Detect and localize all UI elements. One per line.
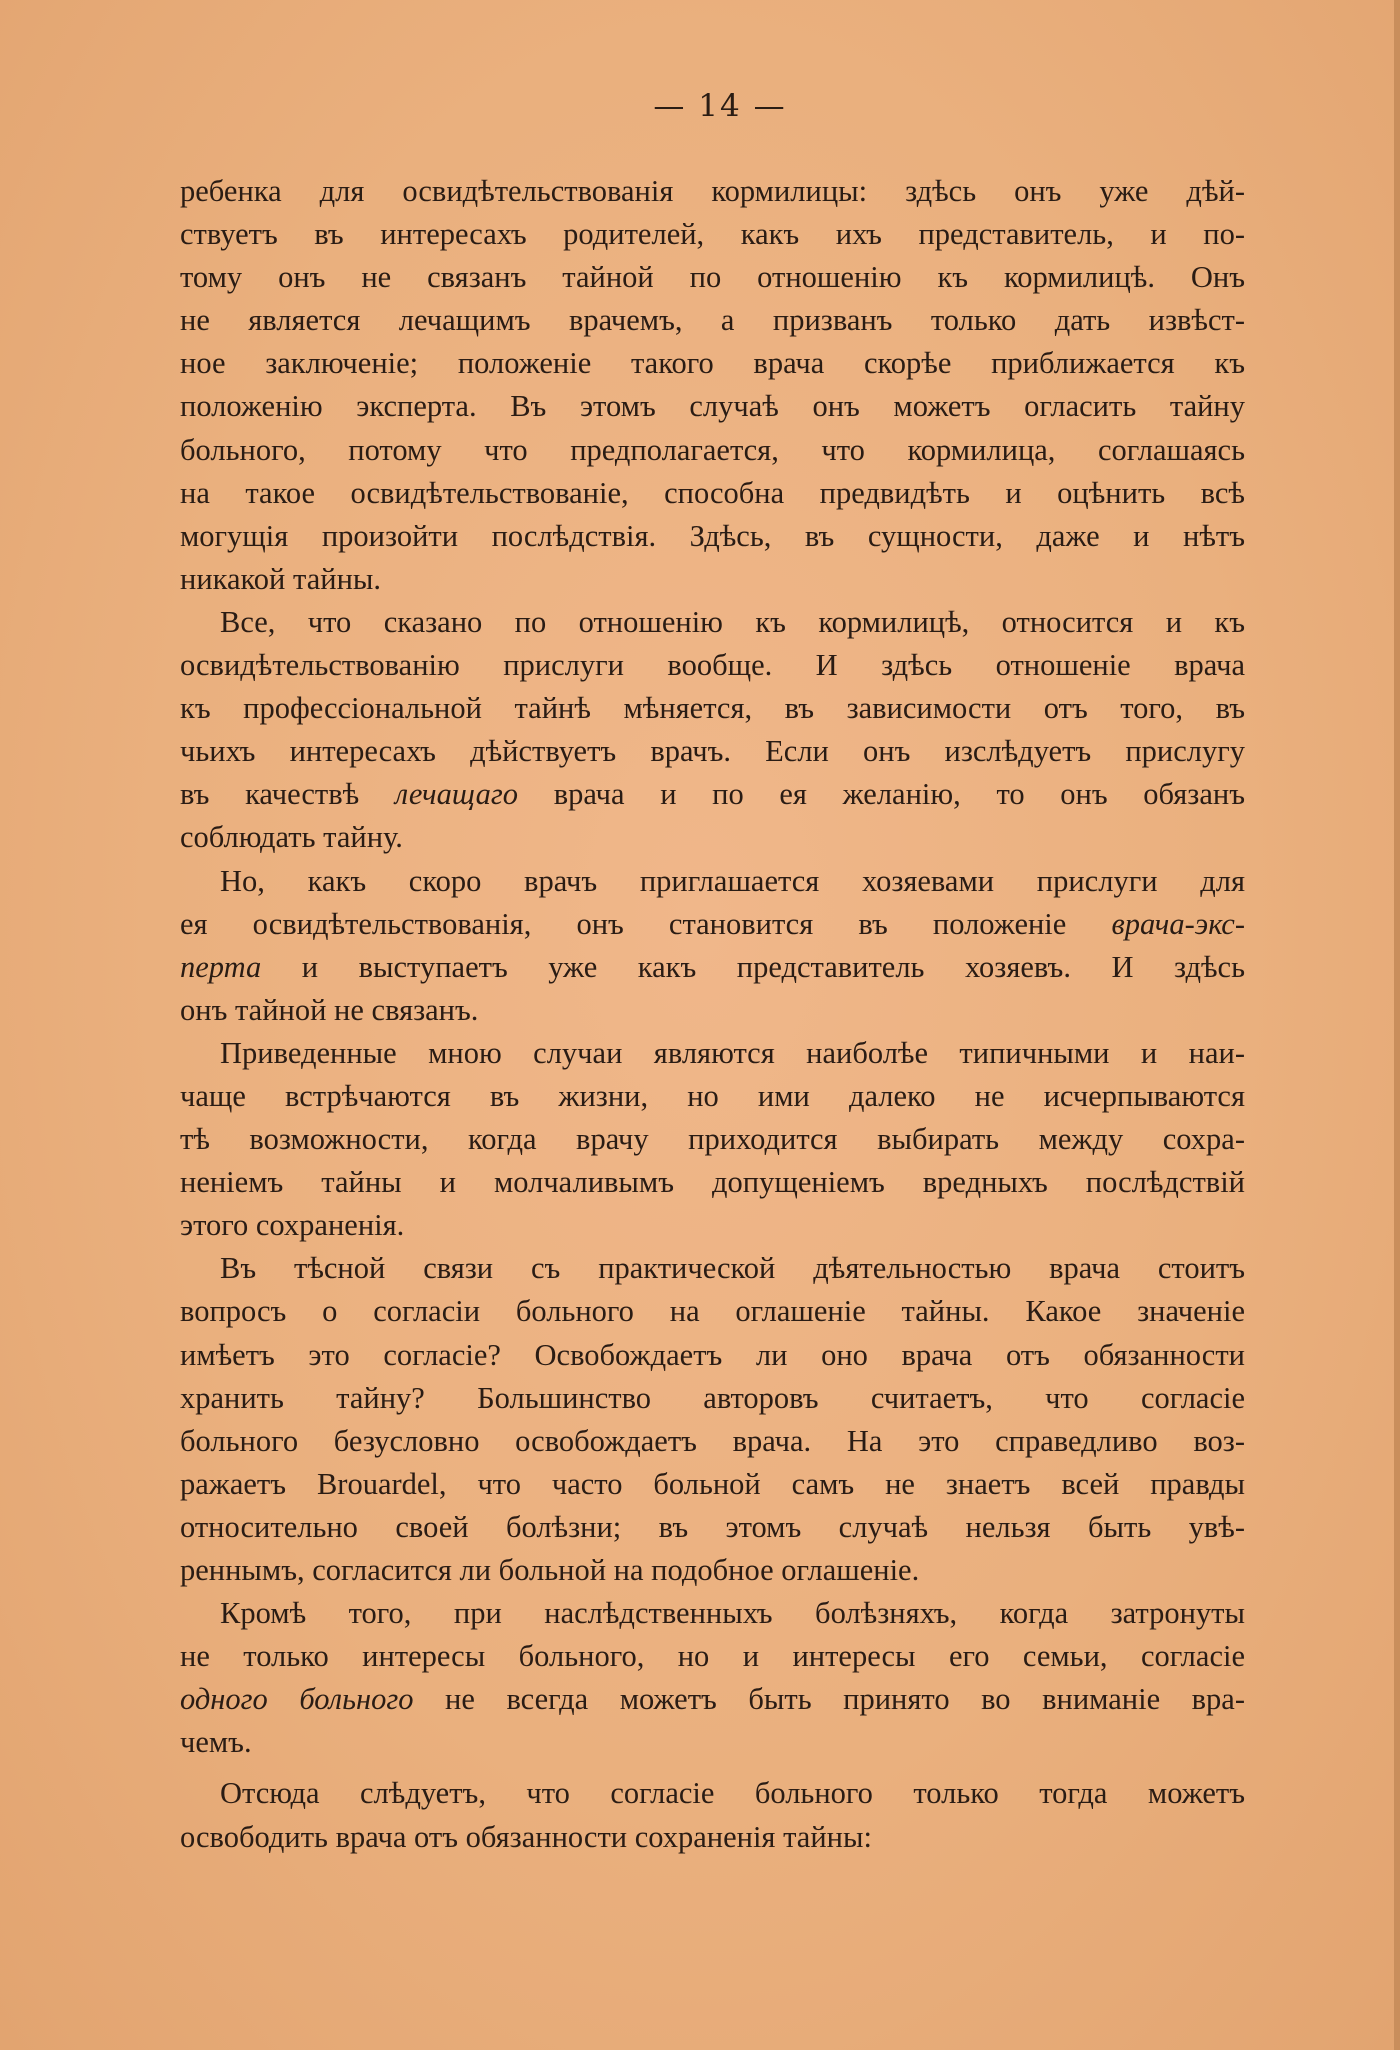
text-line: вопросъ о согласіи больного на оглашеніе тайны. Какое значеніе: [180, 1294, 1245, 1329]
text-line: [180, 946, 1245, 989]
text-line: могущія произойти послѣдствія. Здѣсь, въ сущности, даже и нѣтъ: [180, 518, 1245, 553]
text-line: относительно своей болѣзни; въ этомъ случаѣ нельзя быть увѣ-: [180, 1509, 1245, 1544]
italic-term: лечащаго: [394, 777, 519, 812]
text-line: Кромѣ того, при наслѣдственныхъ болѣзняхъ, когда затронуты: [220, 1596, 1245, 1631]
text-line: освободить врача отъ обязанности сохраненія тайны:: [180, 1819, 872, 1854]
text-line: тѣ возможности, когда врачу приходится выбирать между сохра-: [180, 1122, 1245, 1157]
page-number: — 14 —: [653, 88, 787, 124]
text-line: ребенка для освидѣтельствованія кормилицы: здѣсь онъ уже дѣй-: [180, 174, 1245, 208]
italic-term: врача-экс-: [1111, 906, 1245, 941]
text-line: освидѣтельствованію прислуги вообще. И здѣсь отношеніе врача: [180, 648, 1245, 683]
text-segment: не всегда можетъ быть принято во вниманіе вра-: [413, 1682, 1245, 1717]
text-line: Отсюда слѣдуетъ, что согласіе больного только тогда можетъ: [220, 1776, 1245, 1811]
text-line: не является лечащимъ врачемъ, а призванъ только дать извѣст-: [180, 303, 1245, 338]
paragraph-2: [180, 601, 1245, 860]
page-edge: [1394, 0, 1400, 2050]
text-line: имѣетъ это согласіе? Освобождаетъ ли оно врача отъ обязанности: [180, 1337, 1245, 1372]
text-line: положенію эксперта. Въ этомъ случаѣ онъ можетъ огласить тайну: [180, 389, 1245, 424]
text-line: чаще встрѣчаются въ жизни, но ими далеко не исчерпываются: [180, 1078, 1245, 1113]
text-segment: врача и по ея желанію, то онъ обязанъ: [518, 777, 1245, 812]
text-line: на такое освидѣтельствованіе, способна предвидѣть и оцѣнить всѣ: [180, 475, 1245, 510]
text-line: къ профессіональной тайнѣ мѣняется, въ зависимости отъ того, въ: [180, 691, 1245, 726]
text-line: больного безусловно освобождаетъ врача. На это справедливо воз-: [180, 1423, 1245, 1458]
text-line: неніемъ тайны и молчаливымъ допущеніемъ вредныхъ послѣдствій: [180, 1165, 1245, 1200]
text-segment: ея освидѣтельствованія, онъ становится въ положеніе: [180, 906, 1112, 941]
paragraph-3: [180, 860, 1245, 1032]
paragraph-4: [180, 1032, 1245, 1247]
text-line: ражаетъ Brouardel, что часто больной самъ не знаетъ всей правды: [180, 1466, 1245, 1501]
text-line: Въ тѣсной связи съ практической дѣятельностью врача стоитъ: [220, 1251, 1245, 1286]
text-line: ное заключеніе; положеніе такого врача скорѣе приближается къ: [180, 346, 1245, 381]
text-segment: и выступаетъ уже какъ представитель хозяевъ. И здѣсь: [261, 949, 1245, 984]
text-line: Все, что сказано по отношенію къ кормилицѣ, относится и къ: [220, 604, 1245, 639]
text-line: никакой тайны.: [180, 561, 382, 596]
text-line: Приведенные мною случаи являются наиболѣе типичными и наи-: [220, 1035, 1245, 1070]
paragraph-6: [180, 1592, 1245, 1764]
text-line: чемъ.: [180, 1725, 252, 1760]
paragraph-7: [180, 1772, 1245, 1858]
text-line: не только интересы больного, но и интересы его семьи, согласіе: [180, 1639, 1245, 1674]
text-line: этого сохраненія.: [180, 1208, 405, 1243]
text-segment: въ качествѣ: [180, 777, 395, 812]
italic-term: одного больного: [180, 1682, 414, 1717]
paragraph-1: [180, 170, 1245, 601]
paragraph-5: [180, 1247, 1245, 1592]
text-line: ствуетъ въ интересахъ родителей, какъ ихъ представитель, и по-: [180, 217, 1245, 252]
text-line: Но, какъ скоро врачъ приглашается хозяевами прислуги для: [220, 863, 1245, 898]
body-text: [180, 170, 1245, 1859]
italic-term: перта: [180, 949, 262, 984]
text-line: больного, потому что предполагается, что кормилица, соглашаясь: [180, 432, 1245, 467]
text-line: [180, 1678, 1245, 1721]
text-line: хранить тайну? Большинство авторовъ считаетъ, что согласіе: [180, 1380, 1245, 1415]
text-line: соблюдать тайну.: [180, 820, 403, 855]
text-line: [180, 773, 1245, 816]
text-line: тому онъ не связанъ тайной по отношенію къ кормилицѣ. Онъ: [180, 260, 1245, 295]
text-line: онъ тайной не связанъ.: [180, 992, 479, 1027]
text-line: реннымъ, согласится ли больной на подобное оглашеніе.: [180, 1553, 920, 1587]
text-line: чьихъ интересахъ дѣйствуетъ врачъ. Если онъ изслѣдуетъ прислугу: [180, 734, 1245, 769]
text-line: [180, 903, 1245, 946]
